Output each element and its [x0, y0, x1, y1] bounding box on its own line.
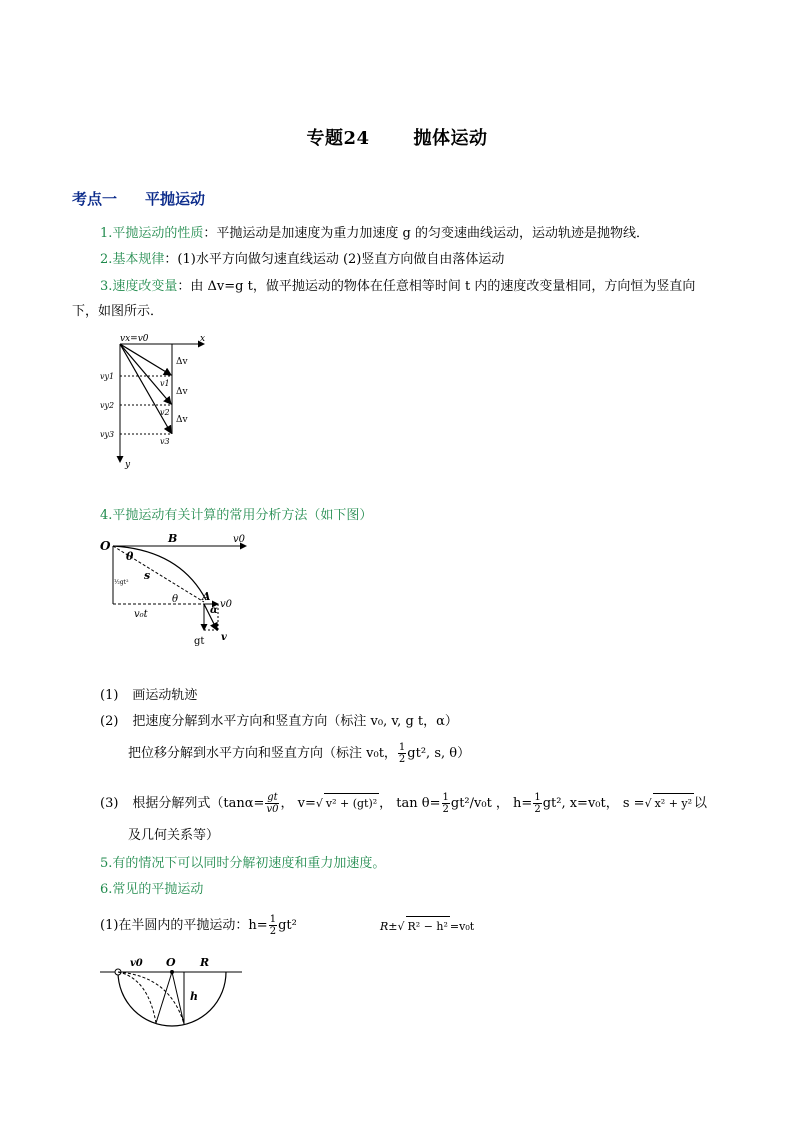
tan-alpha-fraction [265, 792, 279, 815]
sqrt-displacement: x² + y² [653, 793, 694, 814]
step-2b-text-b: gt², s, θ） [407, 746, 471, 761]
sqrt-radius: R² − h² [406, 916, 450, 937]
step-2-number: (2) [100, 714, 119, 729]
half-fraction-4 [269, 914, 277, 937]
paragraph-6: 6.常见的平抛运动 [100, 882, 204, 897]
step-2 [100, 712, 458, 732]
x-axis-label: x [200, 334, 206, 344]
v0-label: v0 [130, 958, 143, 969]
step-1 [100, 686, 197, 706]
delta-v-label-3: Δv [176, 415, 188, 425]
step-3-text-e: gt², x=v₀t， s = [542, 796, 645, 811]
section-name: 平抛运动 [145, 190, 206, 208]
theta-label-bottom: θ [172, 594, 179, 605]
section-heading [72, 188, 205, 209]
case-semicircle-text-b: gt² [278, 918, 297, 933]
half-den: 2 [398, 754, 406, 765]
radius-label: R [200, 956, 210, 969]
half-num-3: 1 [534, 792, 541, 803]
case-semicircle-formula: R±√ R² − h² =v₀t [380, 916, 474, 937]
step-3-continued: 及几何关系等） [128, 828, 220, 843]
paragraph-1-text: ：平抛运动是加速度为重力加速度 g 的匀变速曲线运动，运动轨迹是抛物线． [203, 226, 649, 241]
v0-top-label: v0 [233, 534, 246, 545]
analysis-figure [100, 530, 260, 655]
paragraph-1 [100, 224, 649, 244]
sqrt-velocity: v² + (gt)² [324, 793, 379, 814]
paragraph-3-text: ：由 Δv=g t，做平抛运动的物体在任意相等时间 t 内的速度改变量相同，方向恒为竖直向 [177, 279, 696, 294]
vx-label: vx=v0 [120, 334, 149, 344]
alpha-label: α [210, 605, 218, 616]
section-number: 考点一 [72, 190, 118, 208]
paragraph-2-text: ：(1)水平方向做匀速直线运动 (2)竖直方向做自由落体运动 [164, 252, 505, 267]
paragraph-3-label: 3.速度改变量 [100, 279, 178, 294]
frac-v0: v0 [266, 804, 279, 815]
title-topic-number: 专题24 [306, 128, 370, 149]
radius-line-1 [156, 972, 172, 1023]
paragraph-2 [100, 250, 504, 270]
v2-label: v2 [160, 408, 170, 417]
center-label: O [166, 956, 176, 969]
gt-label: gt [194, 636, 205, 647]
step-2b-text-a: 把位移分解到水平方向和竖直方向（标注 v₀t， [128, 746, 397, 761]
half-num-4: 1 [269, 914, 277, 925]
velocity-change-figure [96, 330, 236, 470]
step-2-displacement [128, 742, 470, 765]
v0-at-a-label: v0 [220, 599, 233, 610]
vertical-displacement-label: ½gt² [114, 579, 129, 586]
half-fraction [398, 742, 406, 765]
frac-gt: gt [267, 792, 278, 803]
half-fraction-3 [533, 792, 541, 815]
vy2-label: vy2 [100, 401, 115, 410]
theta-label-top: θ [126, 550, 134, 563]
step-3-text-f: 以 [694, 796, 708, 811]
vy3-label: vy3 [100, 430, 115, 439]
step-3-text-d: gt²/v₀t ， h= [450, 796, 533, 811]
paragraph-3-continued: 下，如图所示． [72, 304, 164, 319]
origin-label: O [100, 539, 111, 553]
page-title [0, 124, 794, 150]
equals-v0t: =v₀t [449, 920, 475, 933]
title-topic-name: 抛体运动 [413, 128, 488, 149]
v3-label: v3 [160, 437, 170, 446]
step-1-text: 画运动轨迹 [132, 688, 198, 703]
paragraph-2-label: 2.基本规律 [100, 252, 165, 267]
velocity-label: v [221, 632, 227, 643]
displacement-s-label: s [144, 569, 151, 582]
paragraph-1-label: 1.平抛运动的性质 [100, 226, 204, 241]
half-num-2: 1 [442, 792, 449, 803]
case-semicircle-text-a: (1)在半圆内的平抛运动：h= [100, 918, 268, 933]
step-3-text-b: ， v= [280, 796, 316, 811]
radius-line-2 [172, 972, 184, 1024]
step-1-number: (1) [100, 688, 119, 703]
step-3-text-c: ， tan θ= [379, 796, 441, 811]
r-plus-minus: R± [380, 920, 398, 933]
half-fraction-2 [442, 792, 450, 815]
point-b-label: B [168, 532, 178, 545]
half-num: 1 [398, 742, 406, 753]
height-label: h [190, 990, 198, 1003]
step-2-text: 把速度分解到水平方向和竖直方向（标注 v₀, v, g t，α） [132, 714, 458, 729]
paragraph-3 [100, 277, 695, 297]
half-den-4: 2 [269, 926, 277, 937]
step-3-text-a: 根据分解列式（tanα= [132, 796, 265, 811]
v2-vector [120, 344, 171, 404]
half-den-2: 2 [442, 804, 449, 815]
vy1-label: vy1 [100, 372, 115, 381]
paragraph-4: 4.平抛运动有关计算的常用分析方法（如下图） [100, 508, 373, 523]
semicircle-figure [100, 950, 250, 1035]
point-a-label: A [202, 590, 211, 603]
v3-vector [120, 344, 171, 433]
delta-v-label-2: Δv [176, 387, 188, 397]
horizontal-displacement-label: v₀t [134, 609, 148, 620]
step-3-number: (3) [100, 796, 119, 811]
delta-v-label-1: Δv [176, 357, 188, 367]
y-axis-label: y [125, 460, 131, 470]
case-semicircle [100, 914, 297, 937]
half-den-3: 2 [534, 804, 541, 815]
v1-label: v1 [160, 379, 170, 388]
paragraph-5: 5.有的情况下可以同时分解初速度和重力加速度。 [100, 856, 386, 871]
step-3: (3) 根据分解列式（tanα= $\frac{gt}{v0}$ ， v=√ v² + (gt)² ， tan θ= $\frac{1}{2}$ gt²/v₀t ， h= $\frac{1}{2}$ gt², x=v₀t， s =√ x² + y² 以 [100, 792, 708, 815]
v1-vector [120, 344, 171, 375]
